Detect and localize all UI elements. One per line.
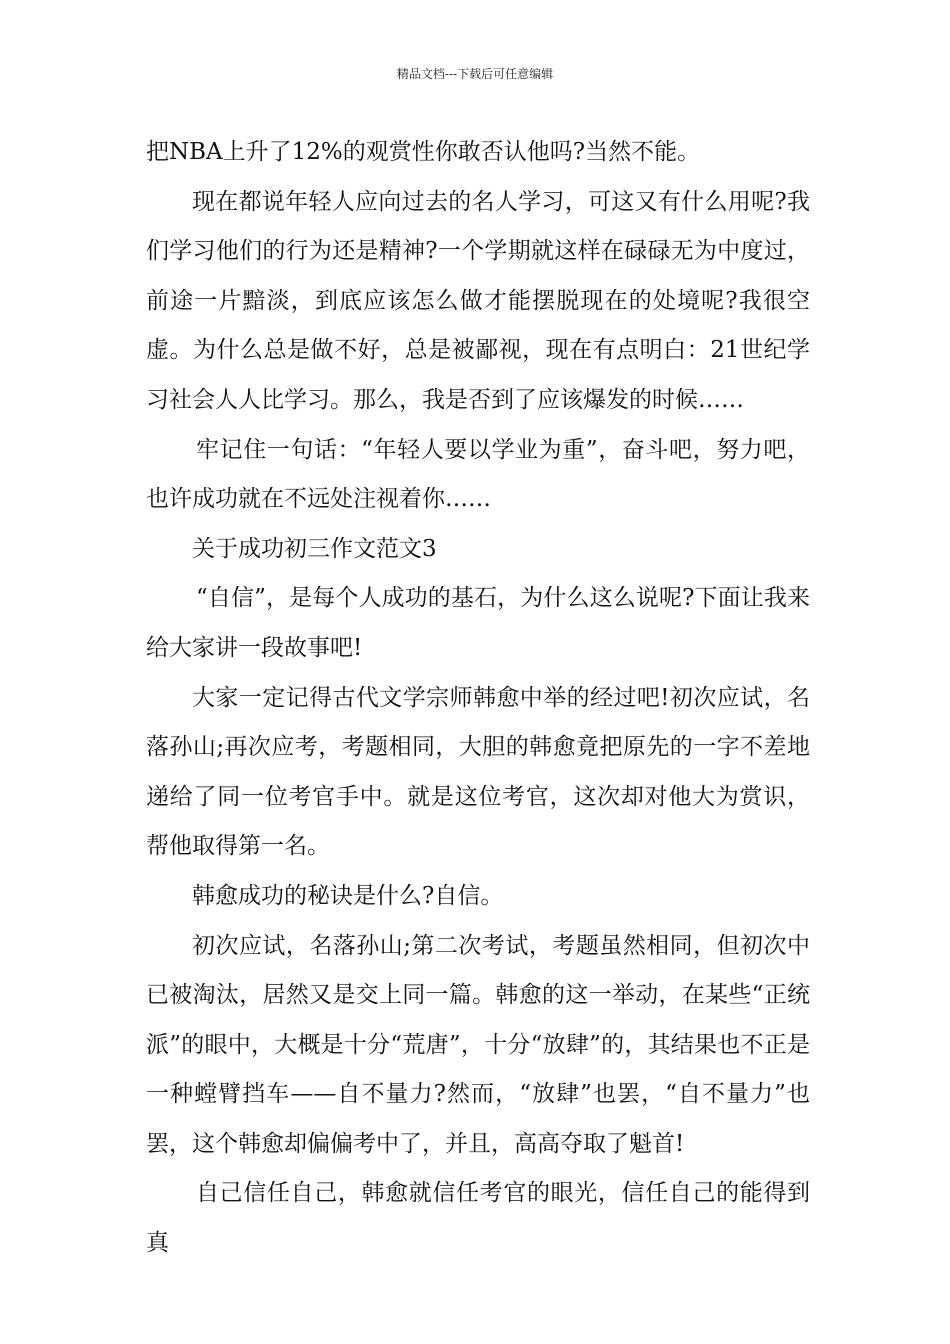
- document-body: [146, 128, 810, 1269]
- paragraph-han-yu-story: 大家一定记得古代文学宗师韩愈中举的经过吧!初次应试，名落孙山;再次应考，考题相同，大胆的韩愈竟把原先的一字不差地递给了同一位考官手中。就是这位考官，这次却对他大为赏识，帮他取得第一名。: [146, 684, 810, 860]
- paragraph-secret-of-success: 韩愈成功的秘诀是什么?自信。: [192, 882, 504, 909]
- paragraph-learning-from-famous: 现在都说年轻人应向过去的名人学习，可这又有什么用呢?我们学习他们的行为还是精神?一个学期就这样在碌碌无为中度过，前途一片黯淡，到底应该怎么做才能摆脱现在的处境呢?我很空虚。为什么总是做不好，总是被鄙视，现在有点明白：21世纪学习社会人人比学习。那么，我是否到了应该爆发的时候……: [146, 188, 810, 413]
- paragraph-nba-continuation: 把NBA上升了12%的观赏性你敢否认他吗?当然不能。: [146, 139, 701, 165]
- paragraph-remember-motto: 牢记住一句话：“年轻人要以学业为重”，奋斗吧，努力吧，也许成功就在不远处注视着你……: [146, 436, 810, 513]
- paragraph-analysis: 初次应试，名落孙山;第二次考试，考题虽然相同，但初次中已被淘汰，居然又是交上同一篇。韩愈的这一举动，在某些“正统派”的眼中，大概是十分“荒唐”，十分“放肆”的，其结果也不正是一种螳臂挡车——自不量力?然而，“放肆”也罢，“自不量力”也罢，这个韩愈却偏偏考中了，并且，高高夺取了魁首!: [146, 932, 810, 1157]
- paragraph-confidence-intro: “自信”，是每个人成功的基石，为什么这么说呢?下面让我来给大家讲一段故事吧!: [146, 585, 810, 661]
- page-header: 精品文档---下载后可任意编辑: [396, 67, 554, 81]
- section-heading-essay-3: 关于成功初三作文范文3: [192, 535, 437, 562]
- paragraph-self-trust: 自己信任自己，韩愈就信任考官的眼光，信任自己的能得到真: [146, 1180, 810, 1257]
